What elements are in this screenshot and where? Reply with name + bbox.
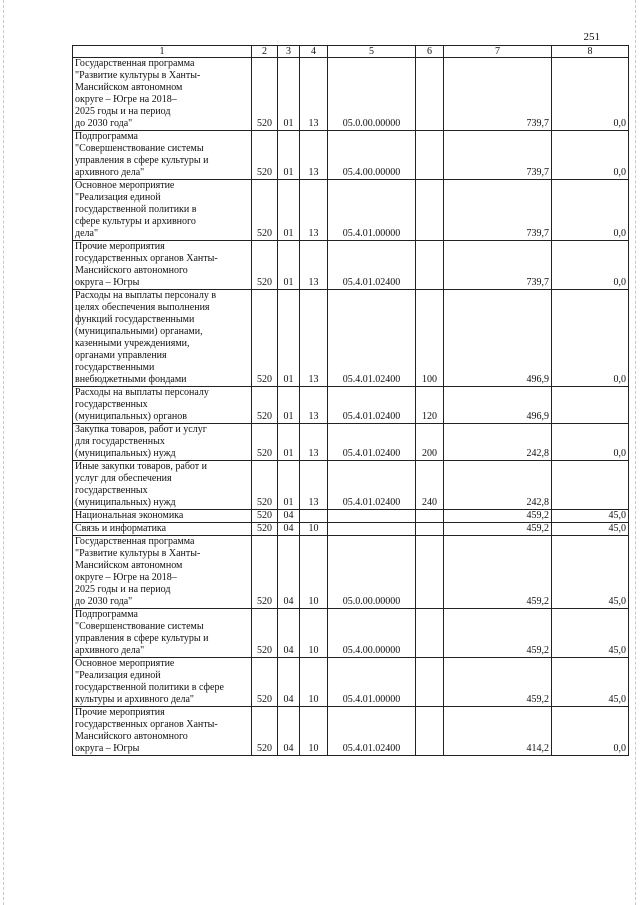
row-cell-c6: [416, 523, 444, 536]
row-name-cell: [73, 707, 252, 756]
row-name-line: государственной политики в: [75, 204, 197, 215]
row-cell-c2: 520: [252, 707, 278, 756]
row-cell-c6: 200: [416, 424, 444, 461]
row-name-line: для государственных: [75, 436, 165, 447]
row-name-line: Прочие мероприятия: [75, 241, 165, 252]
row-cell-c6: [416, 536, 444, 609]
row-name-line: "Совершенствование системы: [75, 621, 204, 632]
table-row: [73, 707, 629, 756]
row-cell-c8: 45,0: [552, 510, 629, 523]
row-name-line: функций государственными: [75, 314, 195, 325]
row-cell-c4: 13: [300, 131, 328, 180]
row-name-line: округе – Югре на 2018–: [75, 94, 177, 105]
row-cell-c2: 520: [252, 523, 278, 536]
row-name-line: государственных органов Ханты-: [75, 719, 218, 730]
row-cell-c8: 0,0: [552, 131, 629, 180]
row-name-line: Связь и информатика: [75, 523, 167, 534]
table-row: [73, 290, 629, 387]
row-cell-c3: 04: [278, 536, 300, 609]
header-cell-5: 5: [328, 46, 416, 58]
table-body: [73, 46, 629, 756]
row-cell-c4: 13: [300, 461, 328, 510]
row-cell-c6: [416, 180, 444, 241]
row-cell-c8: 45,0: [552, 609, 629, 658]
row-name-line: до 2030 года": [75, 118, 133, 129]
row-cell-c2: 520: [252, 290, 278, 387]
row-name-line: (муниципальных) нужд: [75, 448, 176, 459]
row-cell-c4: 13: [300, 387, 328, 424]
budget-table: [72, 45, 629, 756]
row-cell-c2: 520: [252, 180, 278, 241]
table-row: [73, 58, 629, 131]
row-name-line: государственных: [75, 399, 148, 410]
header-cell-2: 2: [252, 46, 278, 58]
row-cell-c2: 520: [252, 609, 278, 658]
row-cell-c4: 13: [300, 290, 328, 387]
row-name-cell: [73, 387, 252, 424]
row-name-line: 2025 годы и на период: [75, 106, 171, 117]
row-cell-c5: 05.4.01.00000: [328, 180, 416, 241]
row-cell-c5: [328, 523, 416, 536]
row-name-line: "Развитие культуры в Ханты-: [75, 70, 201, 81]
row-name-line: Государственная программа: [75, 58, 195, 69]
row-cell-c7: 459,2: [444, 536, 552, 609]
row-name-line: "Реализация единой: [75, 670, 161, 681]
row-name-line: государственных органов Ханты-: [75, 253, 218, 264]
row-cell-c5: 05.4.01.02400: [328, 424, 416, 461]
row-name-line: Подпрограмма: [75, 131, 138, 142]
row-name-line: (муниципальными) органами,: [75, 326, 203, 337]
row-name-cell: [73, 424, 252, 461]
row-name-line: Национальная экономика: [75, 510, 184, 521]
row-cell-c2: 520: [252, 461, 278, 510]
row-name-line: казенными учреждениями,: [75, 338, 190, 349]
row-name-line: "Развитие культуры в Ханты-: [75, 548, 201, 559]
header-row: [73, 46, 629, 58]
row-name-line: "Совершенствование системы: [75, 143, 204, 154]
row-cell-c7: 242,8: [444, 424, 552, 461]
row-cell-c2: 520: [252, 510, 278, 523]
row-cell-c3: 01: [278, 461, 300, 510]
row-cell-c7: 242,8: [444, 461, 552, 510]
table-row: [73, 461, 629, 510]
row-name-cell: [73, 536, 252, 609]
row-cell-c3: 01: [278, 241, 300, 290]
row-name-line: услуг для обеспечения: [75, 473, 172, 484]
row-cell-c5: 05.4.00.00000: [328, 609, 416, 658]
row-name-line: округа – Югры: [75, 277, 140, 288]
row-cell-c3: 01: [278, 290, 300, 387]
row-name-line: дела": [75, 228, 99, 239]
row-cell-c4: 13: [300, 241, 328, 290]
row-name-line: управления в сфере культуры и: [75, 633, 209, 644]
row-name-line: целях обеспечения выполнения: [75, 302, 210, 313]
row-name-line: 2025 годы и на период: [75, 584, 171, 595]
row-cell-c8: [552, 387, 629, 424]
row-cell-c6: [416, 609, 444, 658]
row-cell-c8: 0,0: [552, 424, 629, 461]
row-cell-c5: 05.0.00.00000: [328, 58, 416, 131]
row-cell-c8: 0,0: [552, 290, 629, 387]
right-scan-edge: [635, 0, 637, 905]
row-cell-c2: 520: [252, 131, 278, 180]
table-row: [73, 523, 629, 536]
row-name-line: Расходы на выплаты персоналу: [75, 387, 209, 398]
row-name-line: Прочие мероприятия: [75, 707, 165, 718]
row-cell-c2: 520: [252, 241, 278, 290]
row-name-line: (муниципальных) органов: [75, 411, 188, 422]
row-cell-c7: 459,2: [444, 523, 552, 536]
row-cell-c3: 01: [278, 131, 300, 180]
row-name-line: внебюджетными фондами: [75, 374, 187, 385]
row-name-cell: [73, 523, 252, 536]
row-name-line: до 2030 года": [75, 596, 133, 607]
row-name-cell: [73, 510, 252, 523]
row-cell-c3: 01: [278, 58, 300, 131]
row-name-line: органами управления: [75, 350, 167, 361]
row-cell-c6: [416, 658, 444, 707]
row-cell-c3: 04: [278, 523, 300, 536]
row-cell-c2: 520: [252, 58, 278, 131]
row-name-cell: [73, 131, 252, 180]
row-cell-c2: 520: [252, 536, 278, 609]
row-cell-c7: 739,7: [444, 131, 552, 180]
row-cell-c4: 10: [300, 523, 328, 536]
row-cell-c6: 240: [416, 461, 444, 510]
row-name-line: управления в сфере культуры и: [75, 155, 209, 166]
row-cell-c5: 05.4.01.00000: [328, 658, 416, 707]
row-cell-c6: [416, 58, 444, 131]
row-cell-c7: 496,9: [444, 290, 552, 387]
row-cell-c7: 459,2: [444, 609, 552, 658]
table-row: [73, 180, 629, 241]
row-cell-c3: 04: [278, 609, 300, 658]
header-cell-6: 6: [416, 46, 444, 58]
table-row: [73, 609, 629, 658]
row-name-line: Подпрограмма: [75, 609, 138, 620]
row-cell-c4: 10: [300, 609, 328, 658]
row-cell-c7: 739,7: [444, 180, 552, 241]
row-cell-c4: 10: [300, 658, 328, 707]
row-name-line: округе – Югре на 2018–: [75, 572, 177, 583]
row-cell-c7: 459,2: [444, 658, 552, 707]
row-name-cell: [73, 58, 252, 131]
row-cell-c8: [552, 461, 629, 510]
row-cell-c5: 05.4.01.02400: [328, 290, 416, 387]
row-cell-c3: 01: [278, 180, 300, 241]
row-name-line: Иные закупки товаров, работ и: [75, 461, 208, 472]
row-name-line: архивного дела": [75, 167, 145, 178]
row-cell-c3: 01: [278, 424, 300, 461]
row-name-line: Мансийского автономного: [75, 731, 188, 742]
row-name-line: Закупка товаров, работ и услуг: [75, 424, 207, 435]
row-name-line: культуры и архивного дела": [75, 694, 195, 705]
row-name-line: архивного дела": [75, 645, 145, 656]
row-cell-c3: 01: [278, 387, 300, 424]
row-cell-c4: 13: [300, 180, 328, 241]
row-cell-c7: 739,7: [444, 58, 552, 131]
row-name-line: государственной политики в сфере: [75, 682, 224, 693]
row-cell-c4: 13: [300, 58, 328, 131]
table-row: [73, 510, 629, 523]
row-cell-c2: 520: [252, 424, 278, 461]
row-cell-c4: 13: [300, 424, 328, 461]
row-name-line: Мансийского автономного: [75, 265, 188, 276]
row-name-cell: [73, 290, 252, 387]
row-name-line: Государственная программа: [75, 536, 195, 547]
table-row: [73, 536, 629, 609]
row-cell-c6: [416, 131, 444, 180]
row-cell-c6: [416, 510, 444, 523]
header-cell-8: 8: [552, 46, 629, 58]
row-cell-c8: 0,0: [552, 180, 629, 241]
row-name-cell: [73, 180, 252, 241]
row-name-cell: [73, 461, 252, 510]
row-cell-c5: [328, 510, 416, 523]
row-name-line: государственных: [75, 485, 148, 496]
row-name-line: Расходы на выплаты персоналу в: [75, 290, 217, 301]
table-row: [73, 131, 629, 180]
row-cell-c5: 05.4.01.02400: [328, 707, 416, 756]
row-cell-c8: 45,0: [552, 523, 629, 536]
row-name-line: (муниципальных) нужд: [75, 497, 176, 508]
header-cell-1: 1: [73, 46, 252, 58]
header-cell-4: 4: [300, 46, 328, 58]
table-row: [73, 387, 629, 424]
row-cell-c4: 10: [300, 536, 328, 609]
row-cell-c5: 05.0.00.00000: [328, 536, 416, 609]
table-row: [73, 241, 629, 290]
row-name-line: округа – Югры: [75, 743, 140, 754]
row-cell-c5: 05.4.00.00000: [328, 131, 416, 180]
row-cell-c6: 100: [416, 290, 444, 387]
row-cell-c5: 05.4.01.02400: [328, 241, 416, 290]
row-cell-c6: [416, 241, 444, 290]
row-name-line: сфере культуры и архивного: [75, 216, 196, 227]
row-name-line: "Реализация единой: [75, 192, 161, 203]
row-cell-c5: 05.4.01.02400: [328, 387, 416, 424]
row-cell-c8: 0,0: [552, 58, 629, 131]
row-cell-c2: 520: [252, 387, 278, 424]
table-row: [73, 658, 629, 707]
row-cell-c4: [300, 510, 328, 523]
row-cell-c6: 120: [416, 387, 444, 424]
row-name-cell: [73, 609, 252, 658]
row-cell-c8: 0,0: [552, 241, 629, 290]
row-name-cell: [73, 241, 252, 290]
row-cell-c5: 05.4.01.02400: [328, 461, 416, 510]
row-name-line: Мансийском автономном: [75, 82, 183, 93]
left-scan-edge: [3, 0, 5, 905]
page-number: 251: [583, 31, 600, 43]
row-cell-c7: 459,2: [444, 510, 552, 523]
row-cell-c8: 45,0: [552, 658, 629, 707]
row-cell-c7: 496,9: [444, 387, 552, 424]
row-name-cell: [73, 658, 252, 707]
row-cell-c7: 414,2: [444, 707, 552, 756]
row-cell-c2: 520: [252, 658, 278, 707]
row-cell-c3: 04: [278, 658, 300, 707]
row-cell-c4: 10: [300, 707, 328, 756]
header-cell-3: 3: [278, 46, 300, 58]
row-cell-c7: 739,7: [444, 241, 552, 290]
row-cell-c3: 04: [278, 510, 300, 523]
row-name-line: Основное мероприятие: [75, 658, 175, 669]
row-cell-c6: [416, 707, 444, 756]
header-cell-7: 7: [444, 46, 552, 58]
row-cell-c8: 45,0: [552, 536, 629, 609]
row-name-line: Мансийском автономном: [75, 560, 183, 571]
row-name-line: государственными: [75, 362, 155, 373]
table-row: [73, 424, 629, 461]
row-cell-c8: 0,0: [552, 707, 629, 756]
row-cell-c3: 04: [278, 707, 300, 756]
row-name-line: Основное мероприятие: [75, 180, 175, 191]
